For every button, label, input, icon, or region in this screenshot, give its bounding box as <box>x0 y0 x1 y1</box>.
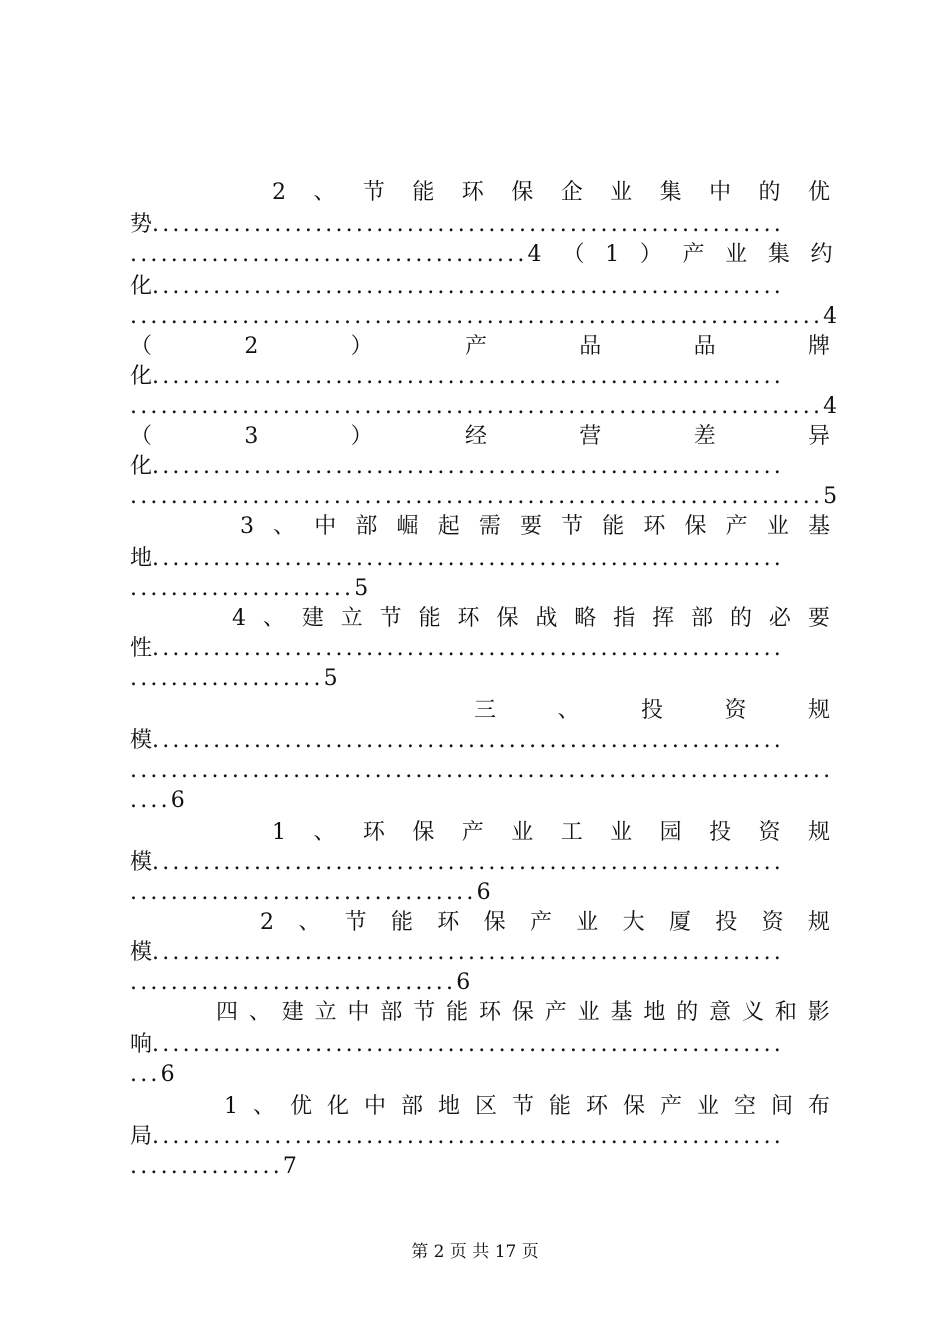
toc-entry-title: 2 、 节 能 环 保 产 业 大 厦 投 资 规 <box>260 910 830 935</box>
toc-page-number: 5 <box>323 666 338 691</box>
toc-entry-title: 三 、 投 资 规 <box>474 698 830 723</box>
toc-page-number: 5 <box>354 576 369 601</box>
toc-entry-title: （ 3 ） 经 营 差 异 <box>130 424 830 449</box>
toc-page-number: 5 <box>823 484 838 509</box>
toc-page-number: 7 <box>282 1154 297 1179</box>
toc-leader-line: 势.............................................................. <box>130 212 784 237</box>
toc-page-number: 6 <box>456 970 471 995</box>
toc-leader-line: 性.............................................................. <box>130 636 784 661</box>
toc-leader-line: 模.............................................................. <box>130 940 784 965</box>
toc-page-number: 4 <box>823 394 838 419</box>
toc-leader-line: 化.............................................................. <box>130 274 784 299</box>
toc-leader-line: ....................................................................5 <box>130 484 838 509</box>
toc-entry-title: （ 2 ） 产 品 品 牌 <box>130 334 830 359</box>
toc-entry-title: 2 、 节 能 环 保 企 业 集 中 的 优 <box>272 180 830 205</box>
toc-leader-line: ..................................6 <box>130 880 491 905</box>
toc-page-number: 4 <box>527 242 542 267</box>
toc-page-number: 4 <box>823 304 838 329</box>
toc-entry-title: 四 、 建 立 中 部 节 能 环 保 产 业 基 地 的 意 义 和 影 <box>216 1000 830 1025</box>
toc-leader-line: .......................................4 （ 1 ） 产 业 集 约 <box>130 242 833 267</box>
toc-leader-line: 化.............................................................. <box>130 454 784 479</box>
toc-entry-title: 1 、 环 保 产 业 工 业 园 投 资 规 <box>272 820 830 845</box>
toc-leader-line: ...6 <box>130 1062 175 1087</box>
toc-leader-line: ...................5 <box>130 666 338 691</box>
toc-leader-line: 局.............................................................. <box>130 1124 784 1149</box>
toc-leader-line: ................................6 <box>130 970 471 995</box>
toc-leader-line: ....................................................................4 <box>130 304 838 329</box>
toc-entry-title: 4 、 建 立 节 能 环 保 战 略 指 挥 部 的 必 要 <box>232 606 830 631</box>
toc-leader-line: 响.............................................................. <box>130 1032 784 1057</box>
toc-leader-line: ....................................................................4 <box>130 394 838 419</box>
page-footer: 第 2 页 共 17 页 <box>411 1242 539 1262</box>
toc-leader-line: 地.............................................................. <box>130 546 784 571</box>
toc-leader-line: ...............7 <box>130 1154 297 1179</box>
toc-leader-line: ..................................................................... <box>130 758 834 783</box>
toc-leader-line: 模.............................................................. <box>130 850 784 875</box>
toc-page-number: 6 <box>476 880 491 905</box>
toc-leader-line: ....6 <box>130 788 185 813</box>
toc-entry-title: 1 、 优 化 中 部 地 区 节 能 环 保 产 业 空 间 布 <box>224 1094 830 1119</box>
toc-entry-title: 3 、 中 部 崛 起 需 要 节 能 环 保 产 业 基 <box>240 514 830 539</box>
toc-leader-line: 化.............................................................. <box>130 364 784 389</box>
toc-page-number: 6 <box>160 1062 175 1087</box>
toc-leader-line: 模.............................................................. <box>130 728 784 753</box>
toc-leader-line: ......................5 <box>130 576 369 601</box>
toc-page-number: 6 <box>170 788 185 813</box>
